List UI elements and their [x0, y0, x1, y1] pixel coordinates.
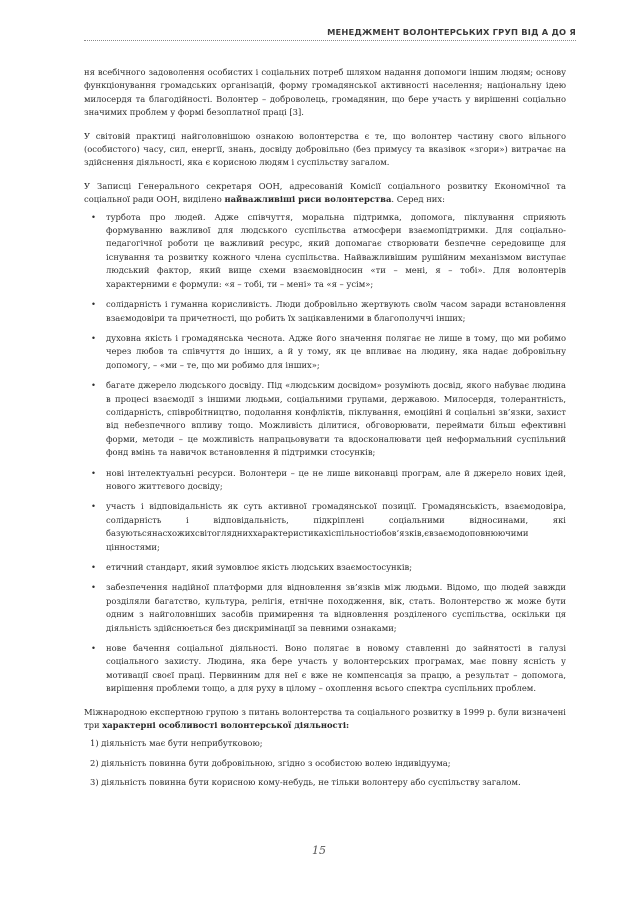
- list-item-text: участь і відповідальність як суть активної громадянської позиції. Громадянськість, взаємодовіра, солідарність і відповідальність, підкріплені соціальними відносинами, які базуютьсянасхожихсвітоглядниххарактеристикахіспільностіобов’язків,євзаємодоповнюючими цінностями;: [106, 501, 566, 552]
- list-item: [84, 561, 566, 574]
- feature-item: 2) діяльність повинна бути добровільною, згідно з особистою волею індивідуума;: [90, 757, 451, 768]
- list-item-text: духовна якість і громадянська чеснота. Адже його значення полягає не лише в тому, що ми робимо через любов та співчуття до інших, а й у тому, як це впливає на людину, яка надає добровільну допомогу, – «ми – те, що ми робимо для інших»;: [106, 332, 566, 370]
- paragraph-world-practice: У світовій практиці найголовнішою ознакою волонтерства є те, що волонтер частину свого вільного (особистого) часу, сил, енергії, знань, досвіду добровільно (без примусу та вказівок «згори») витрачає на здійснення діяльності, яка є корисною людям і суспільству загалом.: [84, 130, 566, 168]
- page-body: [84, 66, 566, 796]
- list-item: [84, 298, 566, 325]
- expert-group-emphasis: характерні особливості волонтерської діяльності:: [102, 720, 350, 731]
- volunteer-traits-list: [84, 211, 566, 696]
- un-note-tail: . Серед них:: [391, 194, 445, 205]
- bullet-icon: •: [91, 643, 96, 654]
- list-item-text: етичний стандарт, який зумовлює якість людських взаємостосунків;: [106, 562, 413, 572]
- feature-item: 3) діяльність повинна бути корисною кому-небудь, не тільки волонтеру або суспільству загалом.: [90, 777, 521, 788]
- bullet-icon: •: [91, 467, 96, 478]
- bullet-icon: •: [91, 380, 96, 391]
- list-item: [84, 500, 566, 554]
- paragraph-expert-group: [84, 706, 566, 733]
- feature-item: 1) діяльність має бути неприбутковою;: [90, 738, 263, 749]
- bullet-icon: •: [91, 562, 96, 572]
- list-item: [84, 211, 566, 291]
- features-list: [84, 737, 566, 789]
- bullet-icon: •: [91, 582, 96, 593]
- bullet-icon: •: [91, 332, 96, 343]
- bullet-icon: •: [91, 299, 96, 310]
- list-item-text: багате джерело людського досвіду. Під «людським досвідом» розуміють досвід, якого набуває людина в процесі взаємодії з іншими людьми, соціальними групами, державою. Милосердя, толерантність, солідарність, співробітництво, подолання конфліктів, піклування, емоційні й соціальні зв’язки, захист від небезпечного впливу тощо. Можливість ділитися, обговорювати, переймати більш ефективні форми, методи – це можливість напрацьовувати та вдосконалювати цей неформальний суспільний фонд вмінь та навичок встановлення й підтримки стосунків;: [106, 380, 566, 458]
- list-item: [84, 332, 566, 372]
- paragraph-continuation: ня всебічного задоволення особистих і соціальних потреб шляхом надання допомоги іншим людям; основу функціонування громадських організацій, форму громадянської активності населення; національну ідею милосердя та благодійності. Волонтер – доброволець, громадянин, що бере участь у вирішенні соціально значимих проблем у формі безоплатної праці [3].: [84, 67, 566, 118]
- paragraph-un-note: [84, 180, 566, 207]
- un-note-lead: У Записці Генерального секретаря ООН, адресованій Комісії соціального розвитку Економічної та соціальної ради ООН, виділено: [84, 180, 566, 205]
- bullet-icon: •: [91, 501, 96, 512]
- page-number: 15: [312, 844, 326, 857]
- list-item: [84, 642, 566, 696]
- list-item-text: забезпечення надійної платформи для відновлення зв’язків між людьми. Відомо, що людей завжди розділяли багатство, культура, релігія, етнічне походження, вік, стать. Волонтерство ж може бути одним з найголовніших засобів примирення та відновлення розділеного суспільства, оскільки ця діяльність здійснюється без дискримінації за певними ознаками;: [106, 582, 566, 633]
- list-item: [84, 467, 566, 494]
- bullet-icon: •: [91, 211, 96, 222]
- un-note-emphasis: найважливіші риси волонтерства: [224, 194, 392, 205]
- expert-group-lead: Міжнародною експертною групою з питань волонтерства та соціального розвитку в 1999 р. були визначені три: [84, 706, 566, 731]
- list-item: [84, 581, 566, 635]
- running-header-title: МЕНЕДЖМЕНТ ВОЛОНТЕРСЬКИХ ГРУП ВІД А ДО Я: [327, 27, 576, 37]
- list-item-text: турбота про людей. Адже співчуття, моральна підтримка, допомога, піклування сприяють формуванню важливої для людського суспільства атмосфери взаємопідтримки. Для соціально-педагогічної роботи це важливий ресурс, який допомагає створювати безпечне середовище для існування та розвитку кожного члена суспільства. Найважливішим рушійним механізмом виступає людський фактор, який вище схеми взаємовідносин «ти – мені, я – тобі». Для волонтерів характерними є формули: «я – тобі, ти – мені» та «я – усім»;: [106, 211, 566, 289]
- list-item: [84, 379, 566, 459]
- list-item-text: нові інтелектуальні ресурси. Волонтери – це не лише виконавці програм, але й джерело нових ідей, нового життєвого досвіду;: [106, 467, 566, 491]
- list-item-text: нове бачення соціальної діяльності. Воно полягає в новому ставленні до зайнятості в галузі соціального захисту. Людина, яка бере участь у волонтерських програмах, має повну ясність у мотивації своєї праці. Первинним для неї є вже не компенсація за працю, а результат – допомога, вирішення проблеми тощо, а для руху в цілому – охоплення всього спектра суспільних проблем.: [106, 643, 566, 694]
- header-dotted-rule: [84, 40, 576, 41]
- list-item-text: солідарність і гуманна корисливість. Люди добровільно жертвують своїм часом заради встановлення взаємодовіри та причетності, що робить їх зацікавленими в благополуччі інших;: [106, 299, 566, 323]
